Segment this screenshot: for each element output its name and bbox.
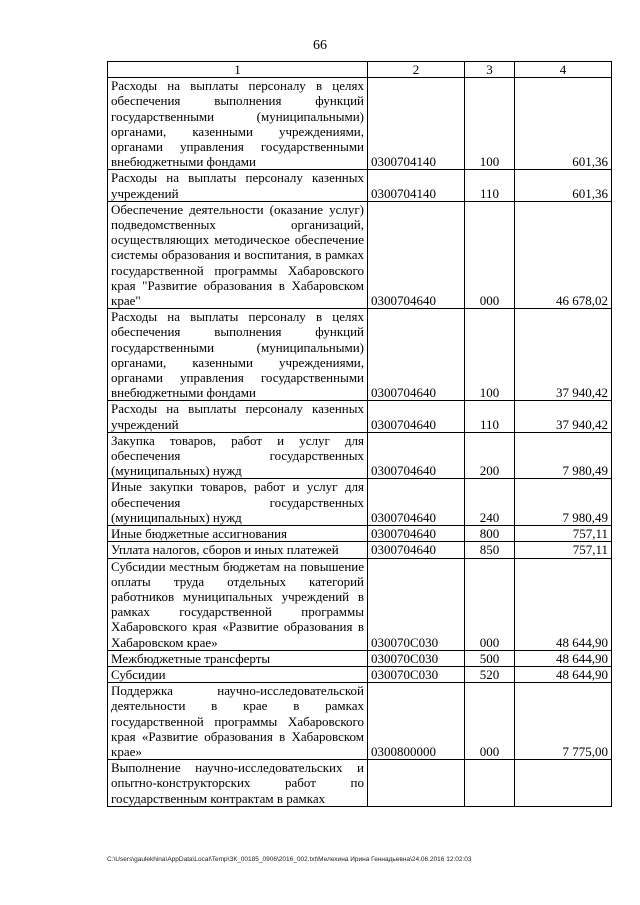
table-row bbox=[108, 432, 612, 479]
row-name-cell: Выполнение научно-исследовательских и опытно-конструкторских работ по государственным контрактам в рамках bbox=[108, 760, 368, 807]
row-sum-cell: 757,11 bbox=[515, 542, 612, 558]
table-row bbox=[108, 650, 612, 666]
row-vr-cell bbox=[465, 760, 515, 807]
row-name-cell: Закупка товаров, работ и услуг для обеспечения государственных (муниципальных) нужд bbox=[108, 432, 368, 479]
row-sum-cell: 37 940,42 bbox=[515, 401, 612, 432]
row-sum-cell: 7 775,00 bbox=[515, 683, 612, 760]
row-vr-cell: 800 bbox=[465, 526, 515, 542]
row-sum-cell: 7 980,49 bbox=[515, 432, 612, 479]
table-row bbox=[108, 683, 612, 760]
row-sum-cell: 601,36 bbox=[515, 170, 612, 201]
row-code-cell: 0300704640 bbox=[368, 479, 465, 526]
column-header: 4 bbox=[515, 62, 612, 78]
row-code-cell: 0300704640 bbox=[368, 401, 465, 432]
row-vr-cell: 850 bbox=[465, 542, 515, 558]
column-header: 1 bbox=[108, 62, 368, 78]
row-name-cell: Иные закупки товаров, работ и услуг для обеспечения государственных (муниципальных) нужд bbox=[108, 479, 368, 526]
row-name-cell: Поддержка научно-исследовательской деятельности в крае в рамках государственной программы Хабаровского края «Развитие образования в Хабаровском крае» bbox=[108, 683, 368, 760]
table-row bbox=[108, 542, 612, 558]
column-header: 3 bbox=[465, 62, 515, 78]
row-name-cell: Субсидии местным бюджетам на повышение оплаты труда отдельных категорий работников муниципальных учреждений в рамках государственной программы Хабаровского края «Развитие образования в Хабаровском крае» bbox=[108, 558, 368, 650]
table-row bbox=[108, 201, 612, 308]
row-sum-cell: 48 644,90 bbox=[515, 666, 612, 682]
row-code-cell: 0300704140 bbox=[368, 170, 465, 201]
row-code-cell: 0300704640 bbox=[368, 526, 465, 542]
row-code-cell: 0300704640 bbox=[368, 309, 465, 401]
page-number: 66 bbox=[313, 38, 327, 53]
table-row bbox=[108, 666, 612, 682]
row-vr-cell: 100 bbox=[465, 309, 515, 401]
row-vr-cell: 000 bbox=[465, 683, 515, 760]
row-name-cell: Обеспечение деятельности (оказание услуг) подведомственных организаций, осуществляющих методическое обеспечение системы образования и воспитания, в рамках государственной программы Хабаровского края "Развитие образования в Хабаровском крае" bbox=[108, 201, 368, 308]
table-row bbox=[108, 558, 612, 650]
row-sum-cell: 757,11 bbox=[515, 526, 612, 542]
row-code-cell: 030070С030 bbox=[368, 650, 465, 666]
row-vr-cell: 110 bbox=[465, 170, 515, 201]
row-code-cell: 0300704640 bbox=[368, 542, 465, 558]
footer-file-path: C:\Users\gaulekhina\AppData\Local\Temp\ЗК_00185_0906\2016_002.txt\Мелехина Ирина Геннадьевна\24.06.2016 12:02:03 bbox=[107, 856, 472, 863]
row-vr-cell: 000 bbox=[465, 558, 515, 650]
budget-table bbox=[107, 61, 612, 807]
row-sum-cell: 46 678,02 bbox=[515, 201, 612, 308]
row-sum-cell: 48 644,90 bbox=[515, 650, 612, 666]
row-sum-cell: 7 980,49 bbox=[515, 479, 612, 526]
row-vr-cell: 500 bbox=[465, 650, 515, 666]
row-vr-cell: 200 bbox=[465, 432, 515, 479]
table-header-row bbox=[108, 62, 612, 78]
row-sum-cell: 48 644,90 bbox=[515, 558, 612, 650]
row-name-cell: Иные бюджетные ассигнования bbox=[108, 526, 368, 542]
table-row bbox=[108, 760, 612, 807]
row-code-cell: 0300704640 bbox=[368, 432, 465, 479]
row-vr-cell: 110 bbox=[465, 401, 515, 432]
row-code-cell: 0300704640 bbox=[368, 201, 465, 308]
row-name-cell: Расходы на выплаты персоналу казенных учреждений bbox=[108, 170, 368, 201]
row-sum-cell bbox=[515, 760, 612, 807]
table-row bbox=[108, 526, 612, 542]
row-sum-cell: 601,36 bbox=[515, 78, 612, 170]
column-header: 2 bbox=[368, 62, 465, 78]
row-name-cell: Межбюджетные трансферты bbox=[108, 650, 368, 666]
row-vr-cell: 520 bbox=[465, 666, 515, 682]
table-row bbox=[108, 309, 612, 401]
row-code-cell: 0300704140 bbox=[368, 78, 465, 170]
row-code-cell bbox=[368, 760, 465, 807]
table-row bbox=[108, 401, 612, 432]
row-vr-cell: 240 bbox=[465, 479, 515, 526]
table-row bbox=[108, 479, 612, 526]
row-sum-cell: 37 940,42 bbox=[515, 309, 612, 401]
row-name-cell: Уплата налогов, сборов и иных платежей bbox=[108, 542, 368, 558]
row-name-cell: Расходы на выплаты персоналу казенных учреждений bbox=[108, 401, 368, 432]
row-code-cell: 030070С030 bbox=[368, 558, 465, 650]
row-name-cell: Субсидии bbox=[108, 666, 368, 682]
row-name-cell: Расходы на выплаты персоналу в целях обеспечения выполнения функций государственными (муниципальными) органами, казенными учреждениями, органами управления государственными внебюджетными фондами bbox=[108, 309, 368, 401]
row-name-cell: Расходы на выплаты персоналу в целях обеспечения выполнения функций государственными (муниципальными) органами, казенными учреждениями, органами управления государственными внебюджетными фондами bbox=[108, 78, 368, 170]
row-code-cell: 0300800000 bbox=[368, 683, 465, 760]
table-row bbox=[108, 170, 612, 201]
table-row bbox=[108, 78, 612, 170]
row-code-cell: 030070С030 bbox=[368, 666, 465, 682]
row-vr-cell: 100 bbox=[465, 78, 515, 170]
row-vr-cell: 000 bbox=[465, 201, 515, 308]
